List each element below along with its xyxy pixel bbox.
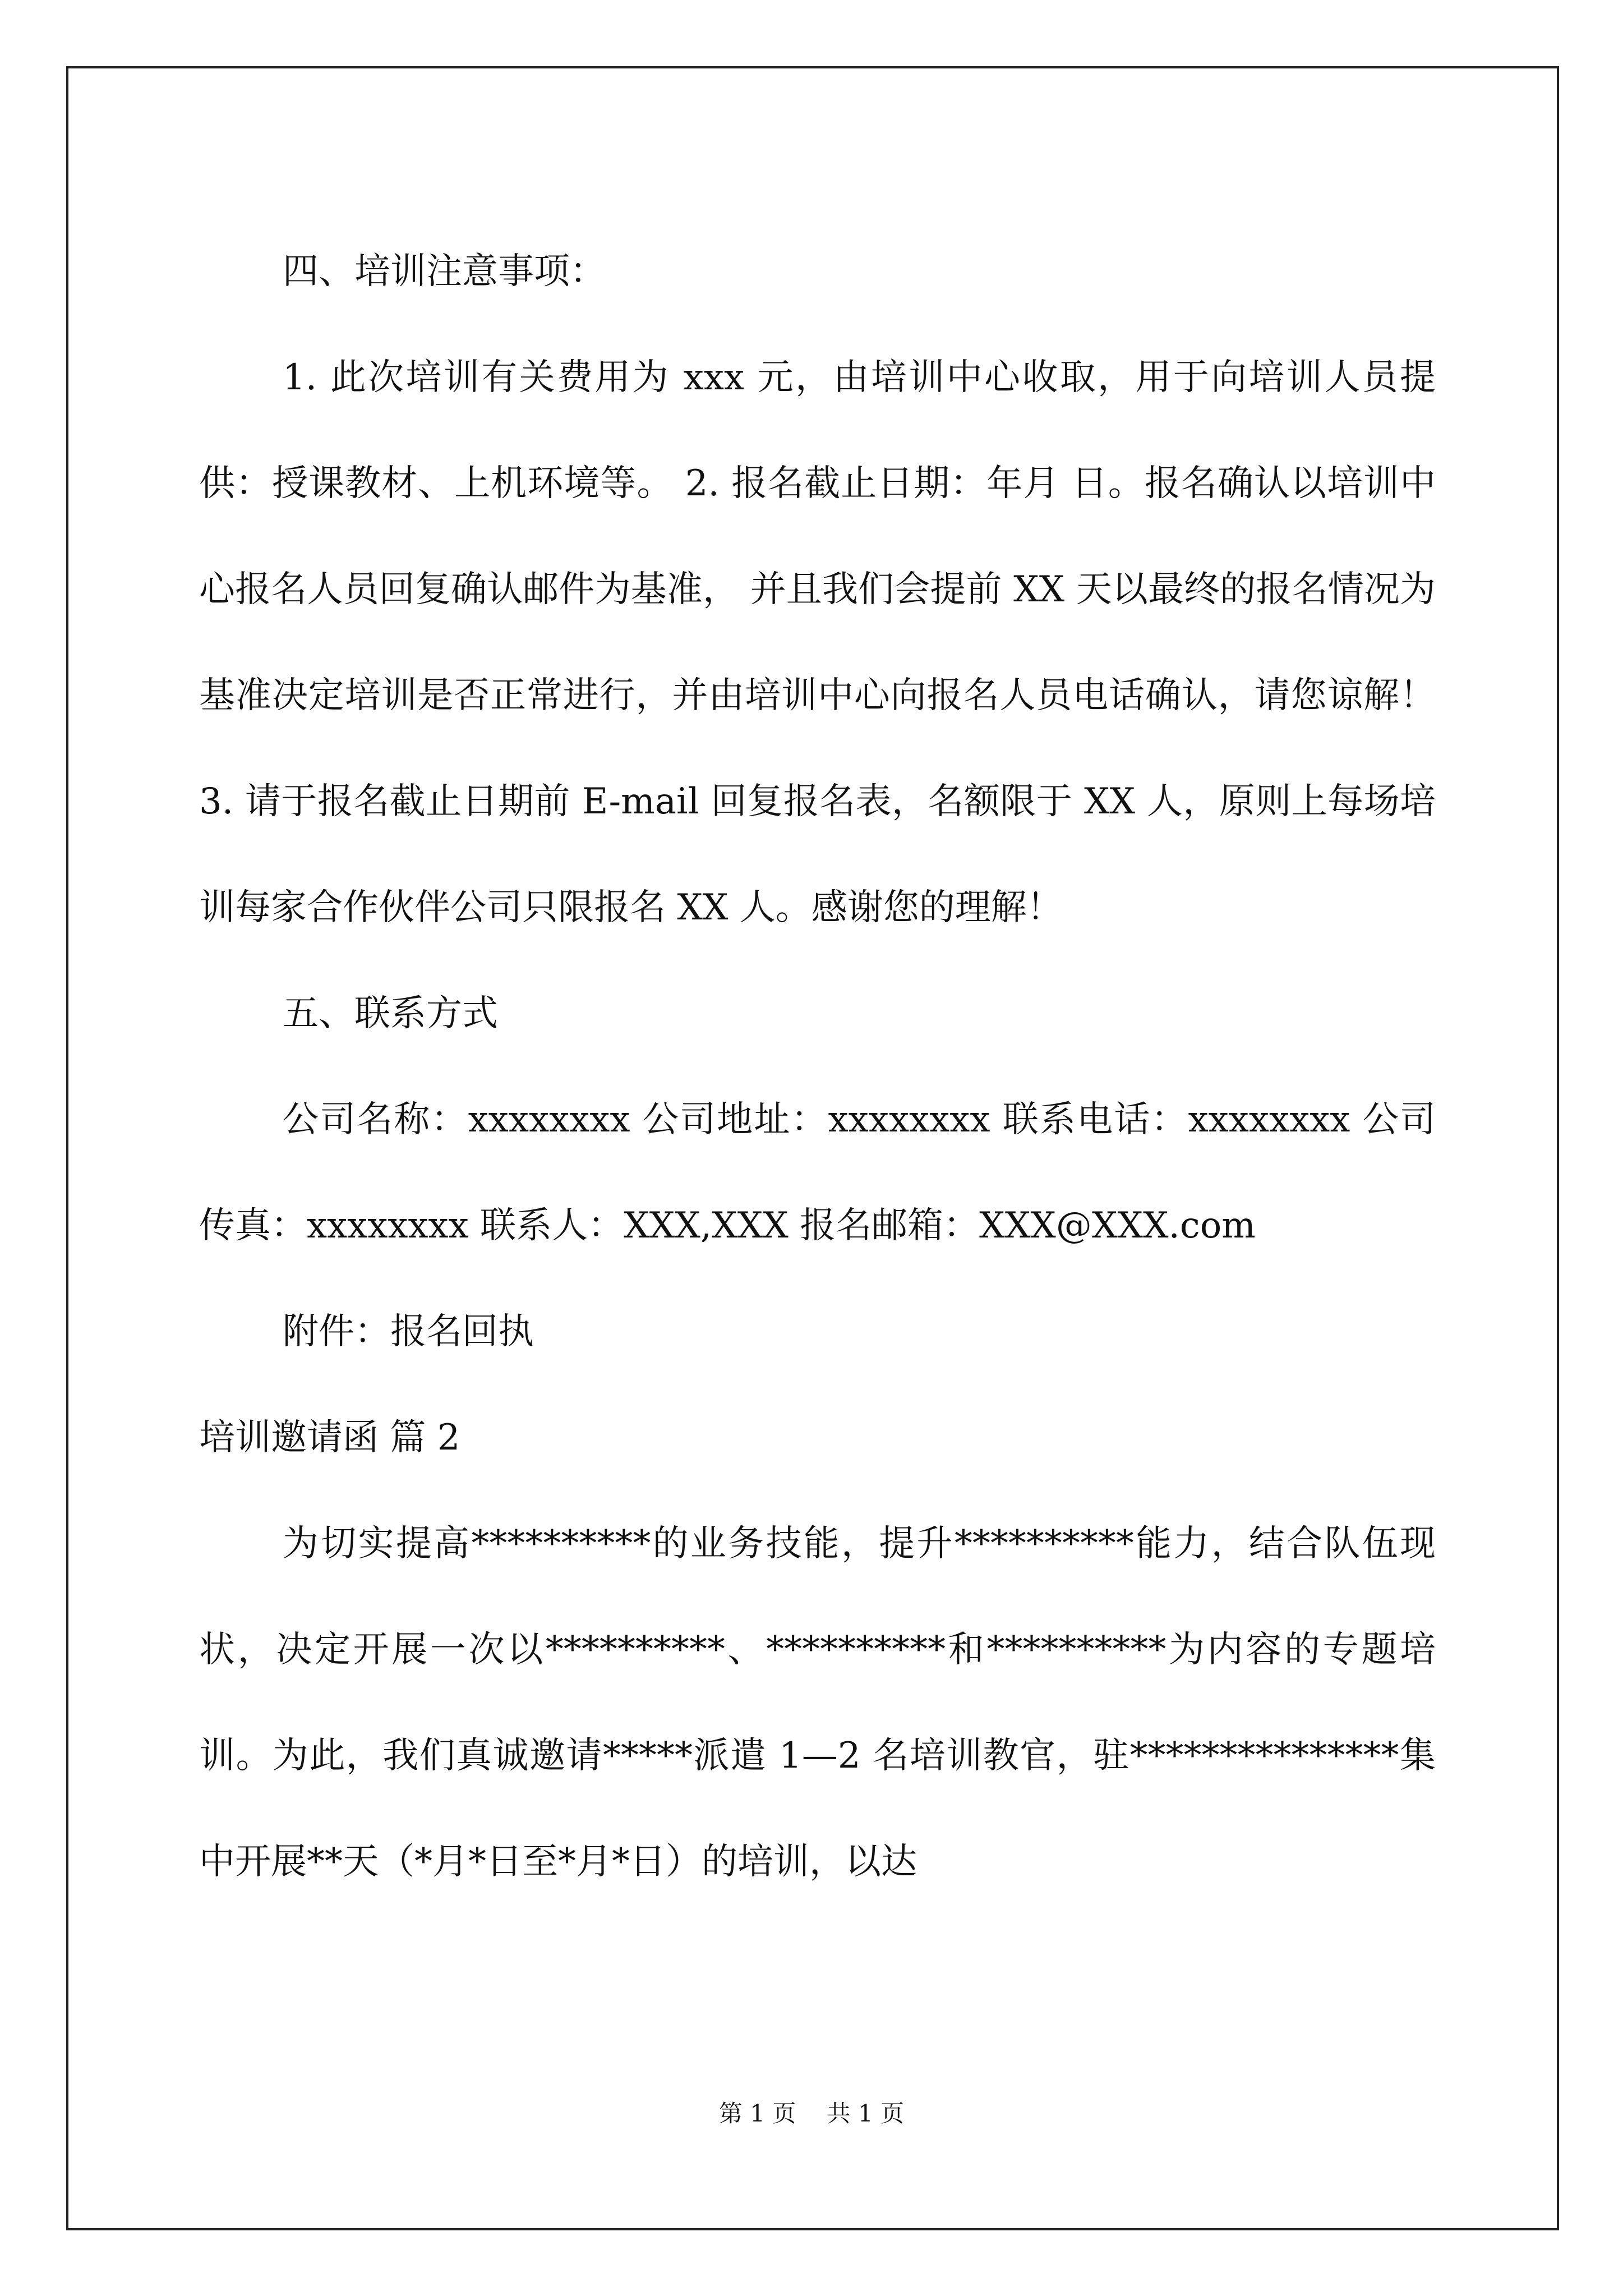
section-heading-contact: 五、联系方式 bbox=[283, 993, 498, 1034]
article-title-part2: 培训邀请函 篇 2 bbox=[199, 1417, 460, 1458]
document-body bbox=[199, 219, 1436, 1915]
paragraph-attachment: 附件：报名回执 bbox=[283, 1311, 534, 1352]
paragraph-notes-details: 1. 此次培训有关费用为 xxx 元，由培训中心收取，用于向培训人员提供：授课教材、上机环境等。 2. 报名截止日期：年月 日。报名确认以培训中心报名人员回复确认邮件为基准， 并且我们会提前 XX 天以最终的报名情况为基准决定培训是否正常进行，并由培训中心向报名人员电话确认，请您谅解！ 3. 请于报名截止日期前 E-mail 回复报名表，名额限于 XX 人，原则上每场培训每家合作伙伴公司只限报名 XX 人。感谢您的理解！ bbox=[199, 357, 1436, 928]
page-number-footer: 第 1 页 共 1 页 bbox=[718, 2100, 905, 2127]
paragraph-contact-details: 公司名称：xxxxxxxx 公司地址：xxxxxxxx 联系电话：xxxxxxxx 公司传真：xxxxxxxx 联系人：XXX,XXX 报名邮箱：XXX@XXX.com bbox=[199, 1099, 1436, 1246]
section-heading-notes: 四、培训注意事项： bbox=[283, 251, 606, 292]
paragraph-invitation-body: 为切实提高**********的业务技能，提升**********能力，结合队伍现状，决定开展一次以**********、**********和**********为内容的专题培训。为此，我们真诚邀请*****派遣 1—2 名培训教官，驻***************集中开展**天（*月*日至*月*日）的培训，以达 bbox=[199, 1523, 1436, 1883]
